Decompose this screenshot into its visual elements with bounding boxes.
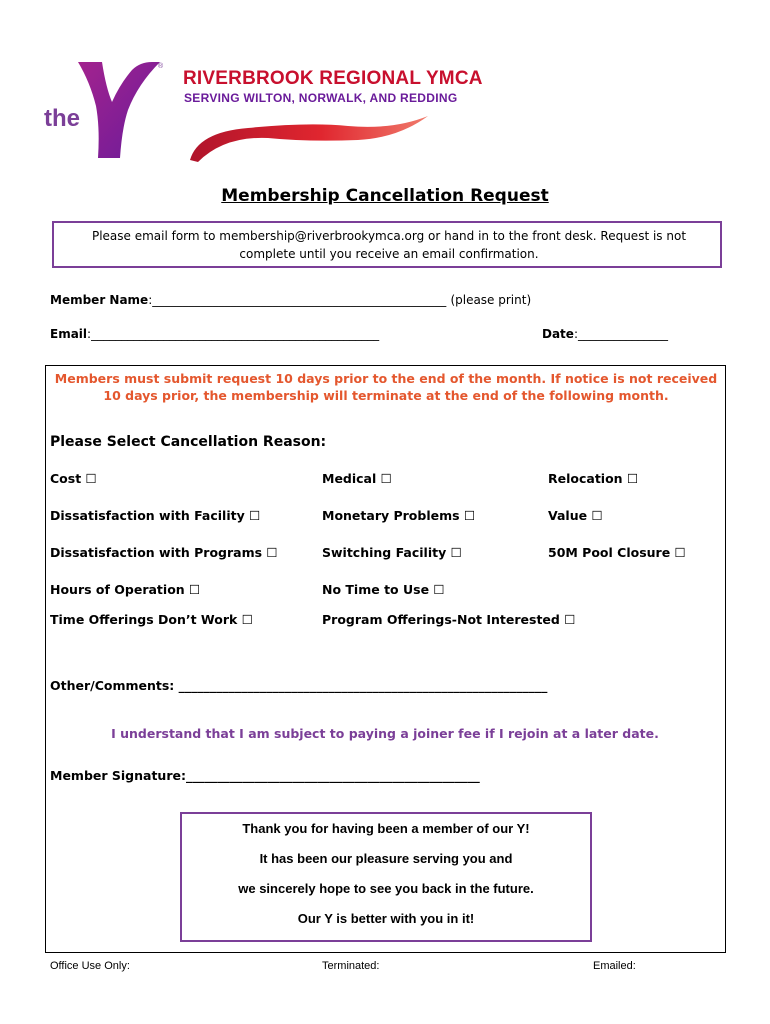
page-title: Membership Cancellation Request bbox=[221, 186, 549, 206]
thanks-line-2: It has been our pleasure serving you and bbox=[259, 851, 513, 866]
reason-monetary-problems[interactable] bbox=[322, 508, 475, 523]
date-field[interactable] bbox=[542, 327, 668, 341]
notice-line-1: Please email form to membership@riverbrookymca.org or hand in to the front desk. Request is not bbox=[91, 229, 687, 243]
reason-no-time[interactable] bbox=[322, 582, 445, 597]
reason-label: Value bbox=[548, 508, 588, 523]
notice-line-2: complete until you receive an email confirmation. bbox=[239, 247, 539, 261]
checkbox-icon[interactable]: ☐ bbox=[591, 508, 603, 523]
reason-dissatisfaction-facility[interactable] bbox=[50, 508, 260, 523]
reason-hours-of-operation[interactable] bbox=[50, 582, 200, 597]
logo-ymca-text: YMCA bbox=[124, 129, 141, 155]
reason-label: Dissatisfaction with Programs bbox=[50, 545, 263, 560]
checkbox-icon[interactable]: ☐ bbox=[463, 508, 476, 523]
reasons-heading: Please Select Cancellation Reason: bbox=[50, 434, 327, 450]
swoosh-graphic bbox=[188, 112, 433, 164]
reason-label: Time Offerings Don’t Work bbox=[50, 612, 238, 627]
reason-label: Cost bbox=[50, 471, 82, 486]
thanks-line-4: Our Y is better with you in it! bbox=[297, 911, 475, 926]
email-line[interactable]: :________________________________________________ bbox=[87, 327, 380, 341]
svg-text:®: ® bbox=[158, 63, 164, 70]
checkbox-icon[interactable]: ☐ bbox=[674, 545, 686, 560]
reason-cost[interactable] bbox=[50, 471, 97, 486]
org-tagline: SERVING WILTON, NORWALK, AND REDDING bbox=[184, 91, 458, 105]
reason-relocation[interactable] bbox=[548, 471, 638, 486]
signature-line[interactable]: _______________________________________________ bbox=[185, 768, 480, 783]
reason-label: Hours of Operation bbox=[50, 582, 185, 597]
comments-label: Other/Comments: bbox=[50, 678, 175, 693]
reason-switching-facility[interactable] bbox=[322, 545, 462, 560]
warning-line-2: 10 days prior, the membership will terminate at the end of the following month. bbox=[103, 388, 669, 403]
reason-time-offerings[interactable] bbox=[50, 612, 253, 627]
reason-pool-closure[interactable] bbox=[548, 545, 686, 560]
signature-label: Member Signature: bbox=[50, 768, 186, 783]
reason-dissatisfaction-programs[interactable] bbox=[50, 545, 278, 560]
reason-label: 50M Pool Closure bbox=[548, 545, 671, 560]
comments-line[interactable]: ___________________________________________________________ bbox=[174, 678, 548, 693]
comments-field[interactable] bbox=[50, 678, 547, 693]
logo-the-text: the bbox=[44, 105, 80, 132]
checkbox-icon[interactable]: ☐ bbox=[249, 508, 261, 523]
reason-program-offerings[interactable] bbox=[322, 612, 575, 627]
checkbox-icon[interactable]: ☐ bbox=[266, 545, 278, 560]
member-name-field[interactable] bbox=[50, 293, 531, 307]
warning-notice bbox=[52, 370, 720, 404]
reason-label: Monetary Problems bbox=[322, 508, 460, 523]
reason-medical[interactable] bbox=[322, 471, 392, 486]
notice-text bbox=[64, 227, 714, 263]
terminated-label: Terminated: bbox=[322, 960, 380, 972]
thanks-line-3: we sincerely hope to see you back in the future. bbox=[238, 881, 534, 896]
ymca-logo bbox=[40, 58, 170, 163]
checkbox-icon[interactable]: ☐ bbox=[450, 545, 462, 560]
reason-label: Medical bbox=[322, 471, 377, 486]
reason-label: Switching Facility bbox=[322, 545, 447, 560]
emailed-label: Emailed: bbox=[593, 960, 636, 972]
org-name: RIVERBROOK REGIONAL YMCA bbox=[183, 68, 483, 89]
email-field[interactable] bbox=[50, 327, 379, 341]
signature-field[interactable] bbox=[50, 768, 480, 783]
thanks-line-1: Thank you for having been a member of our Y! bbox=[242, 821, 530, 836]
member-name-label: Member Name bbox=[50, 293, 149, 307]
reason-label: Dissatisfaction with Facility bbox=[50, 508, 245, 523]
member-name-hint: (please print) bbox=[450, 293, 532, 307]
checkbox-icon[interactable]: ☐ bbox=[626, 471, 639, 486]
reason-label: Relocation bbox=[548, 471, 623, 486]
checkbox-icon[interactable]: ☐ bbox=[189, 582, 201, 597]
joiner-fee-acknowledgement: I understand that I am subject to paying a joiner fee if I rejoin at a later date. bbox=[111, 726, 659, 741]
checkbox-icon[interactable]: ☐ bbox=[380, 471, 392, 486]
date-line[interactable]: :_______________ bbox=[573, 327, 668, 341]
reason-value[interactable] bbox=[548, 508, 603, 523]
checkbox-icon[interactable]: ☐ bbox=[241, 612, 253, 627]
reason-label: Program Offerings-Not Interested bbox=[322, 612, 560, 627]
checkbox-icon[interactable]: ☐ bbox=[85, 471, 97, 486]
email-label: Email bbox=[50, 327, 88, 341]
member-name-line[interactable]: :_________________________________________________ bbox=[148, 293, 447, 307]
date-label: Date bbox=[542, 327, 574, 341]
warning-line-1: Members must submit request 10 days prior to the end of the month. If notice is not received bbox=[54, 371, 718, 386]
checkbox-icon[interactable]: ☐ bbox=[564, 612, 576, 627]
checkbox-icon[interactable]: ☐ bbox=[433, 582, 445, 597]
office-use-only-label: Office Use Only: bbox=[50, 960, 130, 972]
reason-label: No Time to Use bbox=[322, 582, 430, 597]
